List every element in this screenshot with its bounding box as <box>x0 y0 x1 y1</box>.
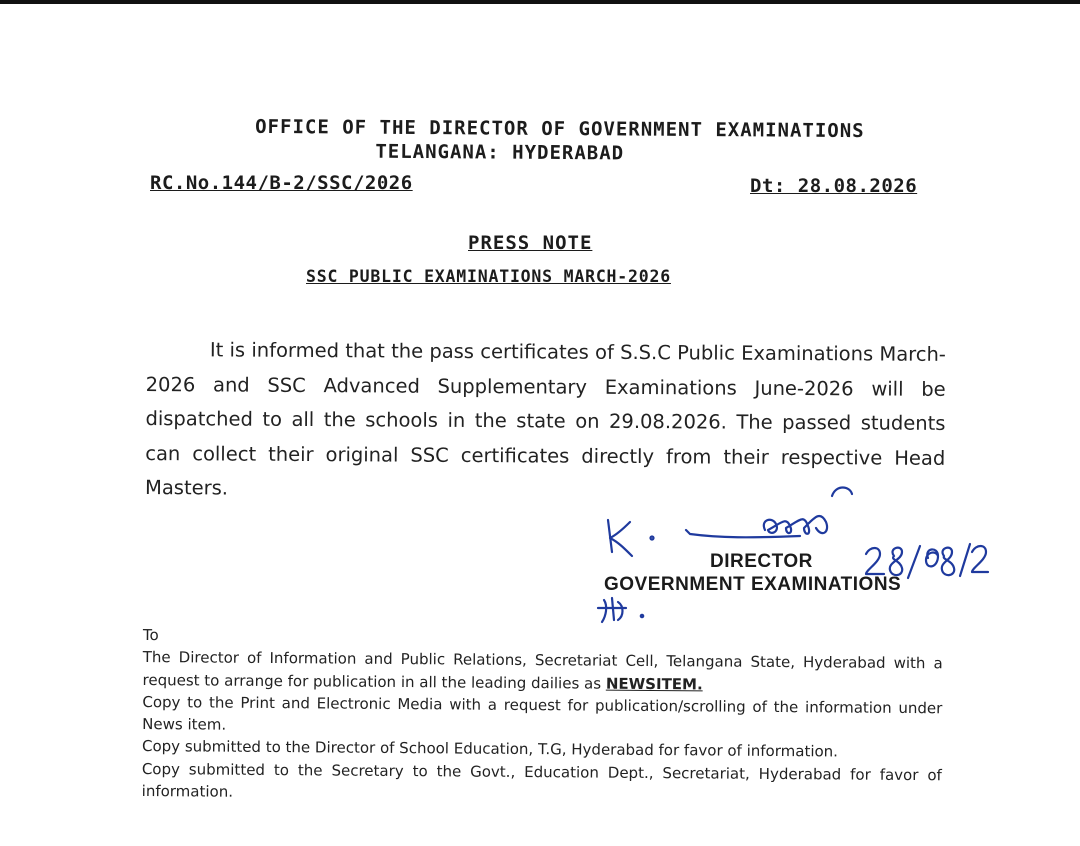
office-header <box>180 115 940 165</box>
scan-top-border <box>0 0 1080 4</box>
copy-school-education: Copy submitted to the Director of School Education, T.G, Hyderabad for favor of information. <box>141 737 839 761</box>
signatory-department: GOVERNMENT EXAMINATIONS <box>604 574 902 595</box>
document-date: Dt: 28.08.2026 <box>750 175 918 197</box>
distribution-list <box>142 624 943 809</box>
press-note-body: It is informed that the pass certificates of S.S.C Public Examinations March-2026 and SSC Advanced Supplementary Examinations June-2026 will be dispatched to all the schools in the state on 29.08.2026. The passed students can collect their original SSC certificates directly from their respective Head Masters. <box>144 338 946 500</box>
press-note-subtitle: SSC PUBLIC EXAMINATIONS MARCH-2026 <box>306 267 671 286</box>
reference-number: RC.No.144/B-2/SSC/2026 <box>150 172 413 194</box>
recipient-dipr: The Director of Information and Public Relations, Secretariat Cell, Telangana State, Hyderabad with a request to arrange for publication in all the leading dailies as NEWSITEM. <box>142 648 943 693</box>
press-note-title: PRESS NOTE <box>468 232 593 254</box>
office-location: TELANGANA: HYDERABAD <box>375 140 625 165</box>
office-name: OFFICE OF THE DIRECTOR OF GOVERNMENT EXAMINATIONS <box>255 115 865 143</box>
to-label: To <box>142 625 159 645</box>
signatory-title: DIRECTOR <box>710 551 813 572</box>
newsitem-emphasis: NEWSITEM. <box>605 674 703 693</box>
copy-secretary: Copy submitted to the Secretary to the Govt., Education Dept., Secretariat, Hyderabad for favor of information. <box>141 759 942 801</box>
copy-print-media: Copy to the Print and Electronic Media with a request for publication/scrolling of the information under News item. <box>142 692 943 734</box>
